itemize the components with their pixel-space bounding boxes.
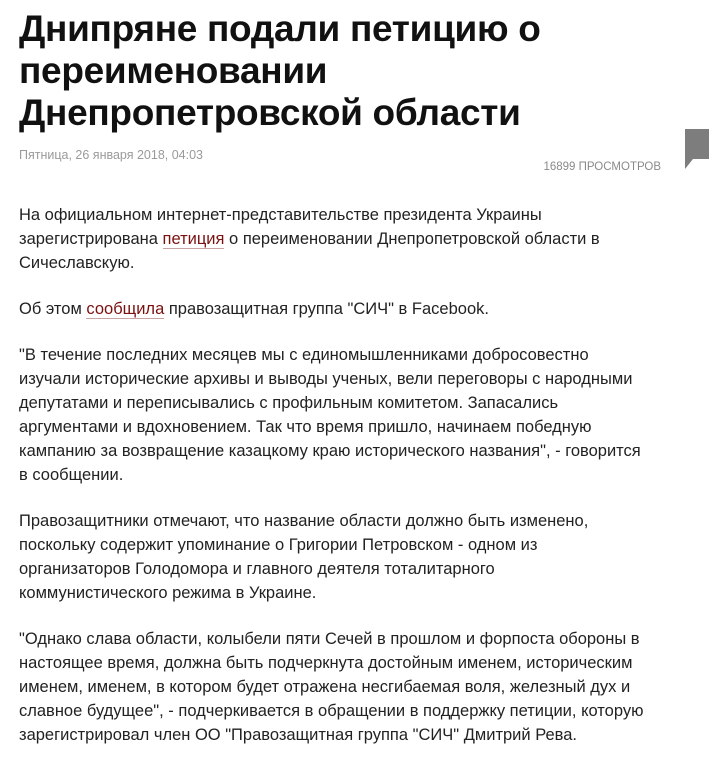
paragraph-line: зарегистрировал член ОО "Правозащитная группа "СИЧ" Дмитрий Рева. <box>19 726 577 744</box>
article-title-line: переименовании <box>19 50 328 91</box>
paragraph-line: коммунистического режима в Украине. <box>19 584 317 602</box>
paragraph-line <box>19 297 709 321</box>
article-views-count: 16899 ПРОСМОТРОВ <box>543 161 661 173</box>
paragraph-line: славное будущее", - подчеркивается в обращении в поддержку петиции, которую <box>19 702 644 720</box>
article-title <box>19 8 659 134</box>
paragraph-line: именем, именем, в котором будет отражена несгибаемая воля, железный дух и <box>19 678 631 696</box>
comment-bubble-icon[interactable] <box>685 129 709 169</box>
paragraph-line: аргументами и вдохновением. Так что время пришло, начинаем победную <box>19 418 592 436</box>
paragraph-line: кампанию за возвращение казацкому краю исторического названия", - говорится <box>19 442 641 460</box>
paragraph-line: Сичеславскую. <box>19 254 135 272</box>
paragraph-line: депутатами и переписывались с профильным комитетом. Запасались <box>19 394 559 412</box>
paragraph-line <box>19 227 709 251</box>
paragraph <box>19 343 709 487</box>
paragraph-line: Правозащитники отмечают, что название области должно быть изменено, <box>19 512 589 530</box>
comment-bubble-icon-shape <box>685 129 709 169</box>
paragraph-line: настоящее время, должна быть подчеркнута достойным именем, историческим <box>19 654 633 672</box>
paragraph <box>19 297 709 321</box>
article-date: Пятница, 26 января 2018, 04:03 <box>19 148 204 162</box>
paragraph-line: На официальном интернет-представительстве президента Украины <box>19 206 542 224</box>
text-fragment: о переименовании Днепропетровской области в <box>224 230 600 248</box>
paragraph-line: "Однако слава области, колыбели пяти Сечей в прошлом и форпоста обороны в <box>19 630 640 648</box>
paragraph-line: изучали исторические архивы и выводы ученых, вели переговоры с народными <box>19 370 633 388</box>
article-body <box>19 203 709 769</box>
paragraph <box>19 627 709 747</box>
paragraph-line: организаторов Голодомора и главного деятеля тоталитарного <box>19 560 495 578</box>
article-title-line: Днепропетровской области <box>19 92 521 133</box>
paragraph <box>19 203 709 275</box>
paragraph-line: "В течение последних месяцев мы с единомышленниками добросовестно <box>19 346 589 364</box>
text-fragment: Об этом <box>19 300 87 318</box>
paragraph-line: поскольку содержит упоминание о Григории Петровском - одном из <box>19 536 538 554</box>
petition-link[interactable]: петиция <box>162 230 225 248</box>
paragraph-line: в сообщении. <box>19 466 124 484</box>
text-fragment: правозащитная группа "СИЧ" в Facebook. <box>164 300 489 318</box>
article-title-line: Днипряне подали петицию о <box>19 8 541 49</box>
paragraph <box>19 509 709 605</box>
source-link[interactable]: сообщила <box>86 300 165 318</box>
text-fragment: зарегистрирована <box>19 230 163 248</box>
